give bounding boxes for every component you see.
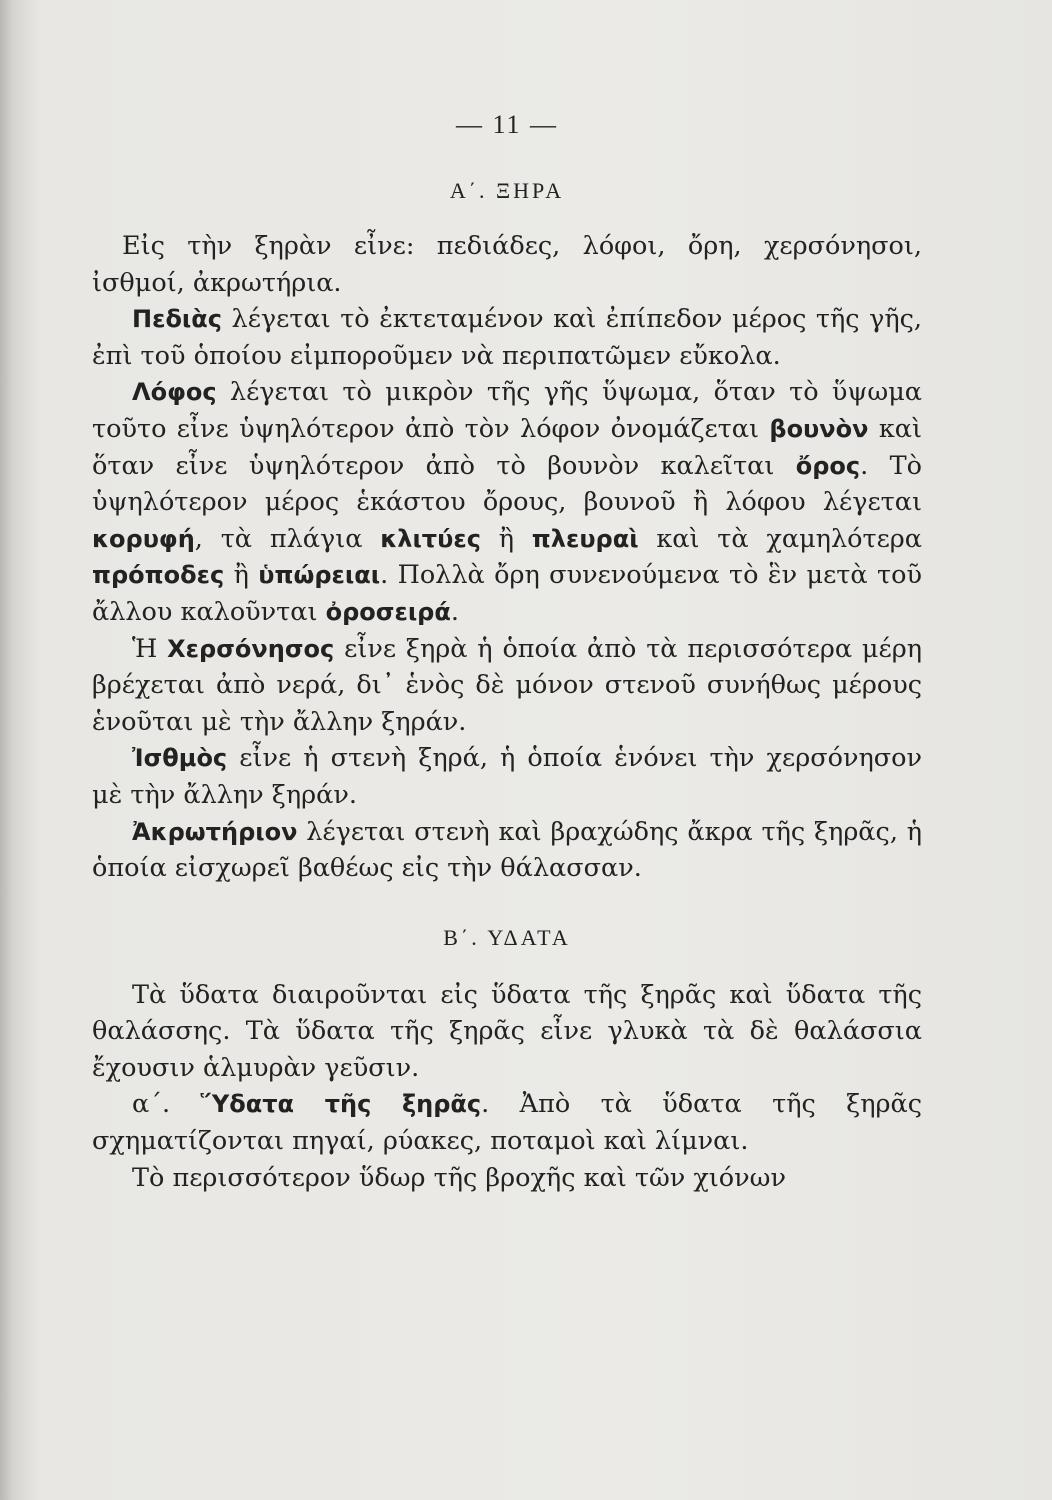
paragraph <box>92 814 922 887</box>
text-run: καὶ ὅταν εἶνε ὑψηλότερον ἀπὸ τὸ βουνὸν καλεῖται <box>92 413 922 481</box>
text-run: εἶνε ἡ στενὴ ξηρά, ἡ ὁποία ἑνόνει τὴν χερσόνησον μὲ τὴν ἄλλην ξηράν. <box>92 743 922 810</box>
paragraph <box>92 374 922 630</box>
bold-term: πρόποδες <box>92 561 225 590</box>
text-run: α΄. <box>132 1089 201 1120</box>
section-heading-xira: Α΄. ΞΗΡΑ <box>449 178 565 203</box>
bold-term: Χερσόνησος <box>167 634 335 663</box>
paragraph <box>92 228 922 301</box>
text-run: Τὸ περισσότερον ὕδωρ τῆς βροχῆς καὶ τῶν χιόνων <box>132 1162 786 1193</box>
text-run: Ἡ <box>132 633 168 664</box>
paragraph <box>92 977 922 1087</box>
paragraph <box>92 301 922 374</box>
bold-term: ὑπώρειαι <box>258 561 381 590</box>
paragraph <box>92 631 922 741</box>
bold-term: Ὕδατα τῆς ξηρᾶς <box>200 1090 482 1119</box>
paragraph <box>92 1160 922 1197</box>
text-run: . Ἀπὸ τὰ ὕδατα τῆς ξηρᾶς σχηματίζονται πηγαί, ρύακες, ποταμοὶ καὶ λίμναι. <box>92 1089 922 1157</box>
text-run: καὶ τὰ χαμηλότερα <box>638 523 922 554</box>
page-number: — 11 — <box>455 110 559 139</box>
bold-term: Πεδιὰς <box>132 305 222 334</box>
bold-term: Λόφος <box>132 378 217 407</box>
bold-term: Ἀκρωτήριον <box>132 817 298 846</box>
section-xira <box>92 178 922 887</box>
text-run: . Τὸ ὑψηλότερον μέρος ἑκάστου ὄρους, βουνοῦ ἢ λόφου λέγεται <box>92 450 922 518</box>
bold-term: βουνὸν <box>769 414 869 443</box>
text-run: , τὰ πλάγια <box>194 523 381 554</box>
page-content <box>92 110 922 1196</box>
text-run: Τὰ ὕδατα διαιροῦνται εἰς ὕδατα τῆς ξηρᾶς καὶ ὕδατα τῆς θαλάσσης. Τὰ ὕδατα τῆς ξηρᾶς εἶνε γλυκὰ τὰ δὲ θαλάσσια ἔχουσιν ἁλμυρὰν γεῦσιν. <box>92 979 922 1083</box>
text-run: λέγεται στενὴ καὶ βραχώδης ἄκρα τῆς ξηρᾶς, ἡ ὁποία εἰσχωρεῖ βαθέως εἰς τὴν θάλασσαν. <box>92 816 922 884</box>
bold-term: ὀροσειρά <box>325 597 451 626</box>
text-run: Εἰς τὴν ξηρὰν εἶνε: πεδιάδες, λόφοι, ὄρη, χερσόνησοι, ἰσθμοί, ἀκρωτήρια. <box>92 231 922 298</box>
section-ydata <box>92 925 922 1197</box>
text-run: εἶνε ξηρὰ ἡ ὁποία ἀπὸ τὰ περισσότερα μέρη βρέχεται ἀπὸ νερά, δι᾽ ἑνὸς δὲ μόνον στενοῦ συνήθως μέρους ἑνοῦται μὲ τὴν ἄλλην ξηράν. <box>92 633 922 737</box>
paragraph <box>92 740 922 813</box>
bold-term: κλιτύες <box>380 524 481 553</box>
text-run: λέγεται τὸ μικρὸν τῆς γῆς ὕψωμα, ὅταν τὸ ὕψωμα τοῦτο εἶνε ὑψηλότερον ἀπὸ τὸν λόφον ὀνομάζεται <box>92 377 922 444</box>
bold-term: ὄρος <box>795 451 861 480</box>
text-run: ἢ <box>224 560 259 591</box>
paragraph <box>92 1086 922 1159</box>
text-run: λέγεται τὸ ἐκτεταμένον καὶ ἐπίπεδον μέρος τῆς γῆς, ἐπὶ τοῦ ὁποίου εἰμποροῦμεν νὰ περιπατῶμεν εὔκολα. <box>92 304 922 371</box>
bold-term: κορυφή <box>92 524 195 553</box>
bold-term: πλευραὶ <box>531 524 639 553</box>
text-run: . Πολλὰ ὄρη συνενούμενα τὸ ἓν μετὰ τοῦ ἄλλου καλοῦνται <box>92 560 922 627</box>
text-run: ἢ <box>480 523 532 554</box>
section-heading-ydata: Β΄. ΥΔΑΤΑ <box>443 924 571 950</box>
bold-term: Ἰσθμὸς <box>132 744 228 773</box>
text-run: . <box>450 596 459 627</box>
